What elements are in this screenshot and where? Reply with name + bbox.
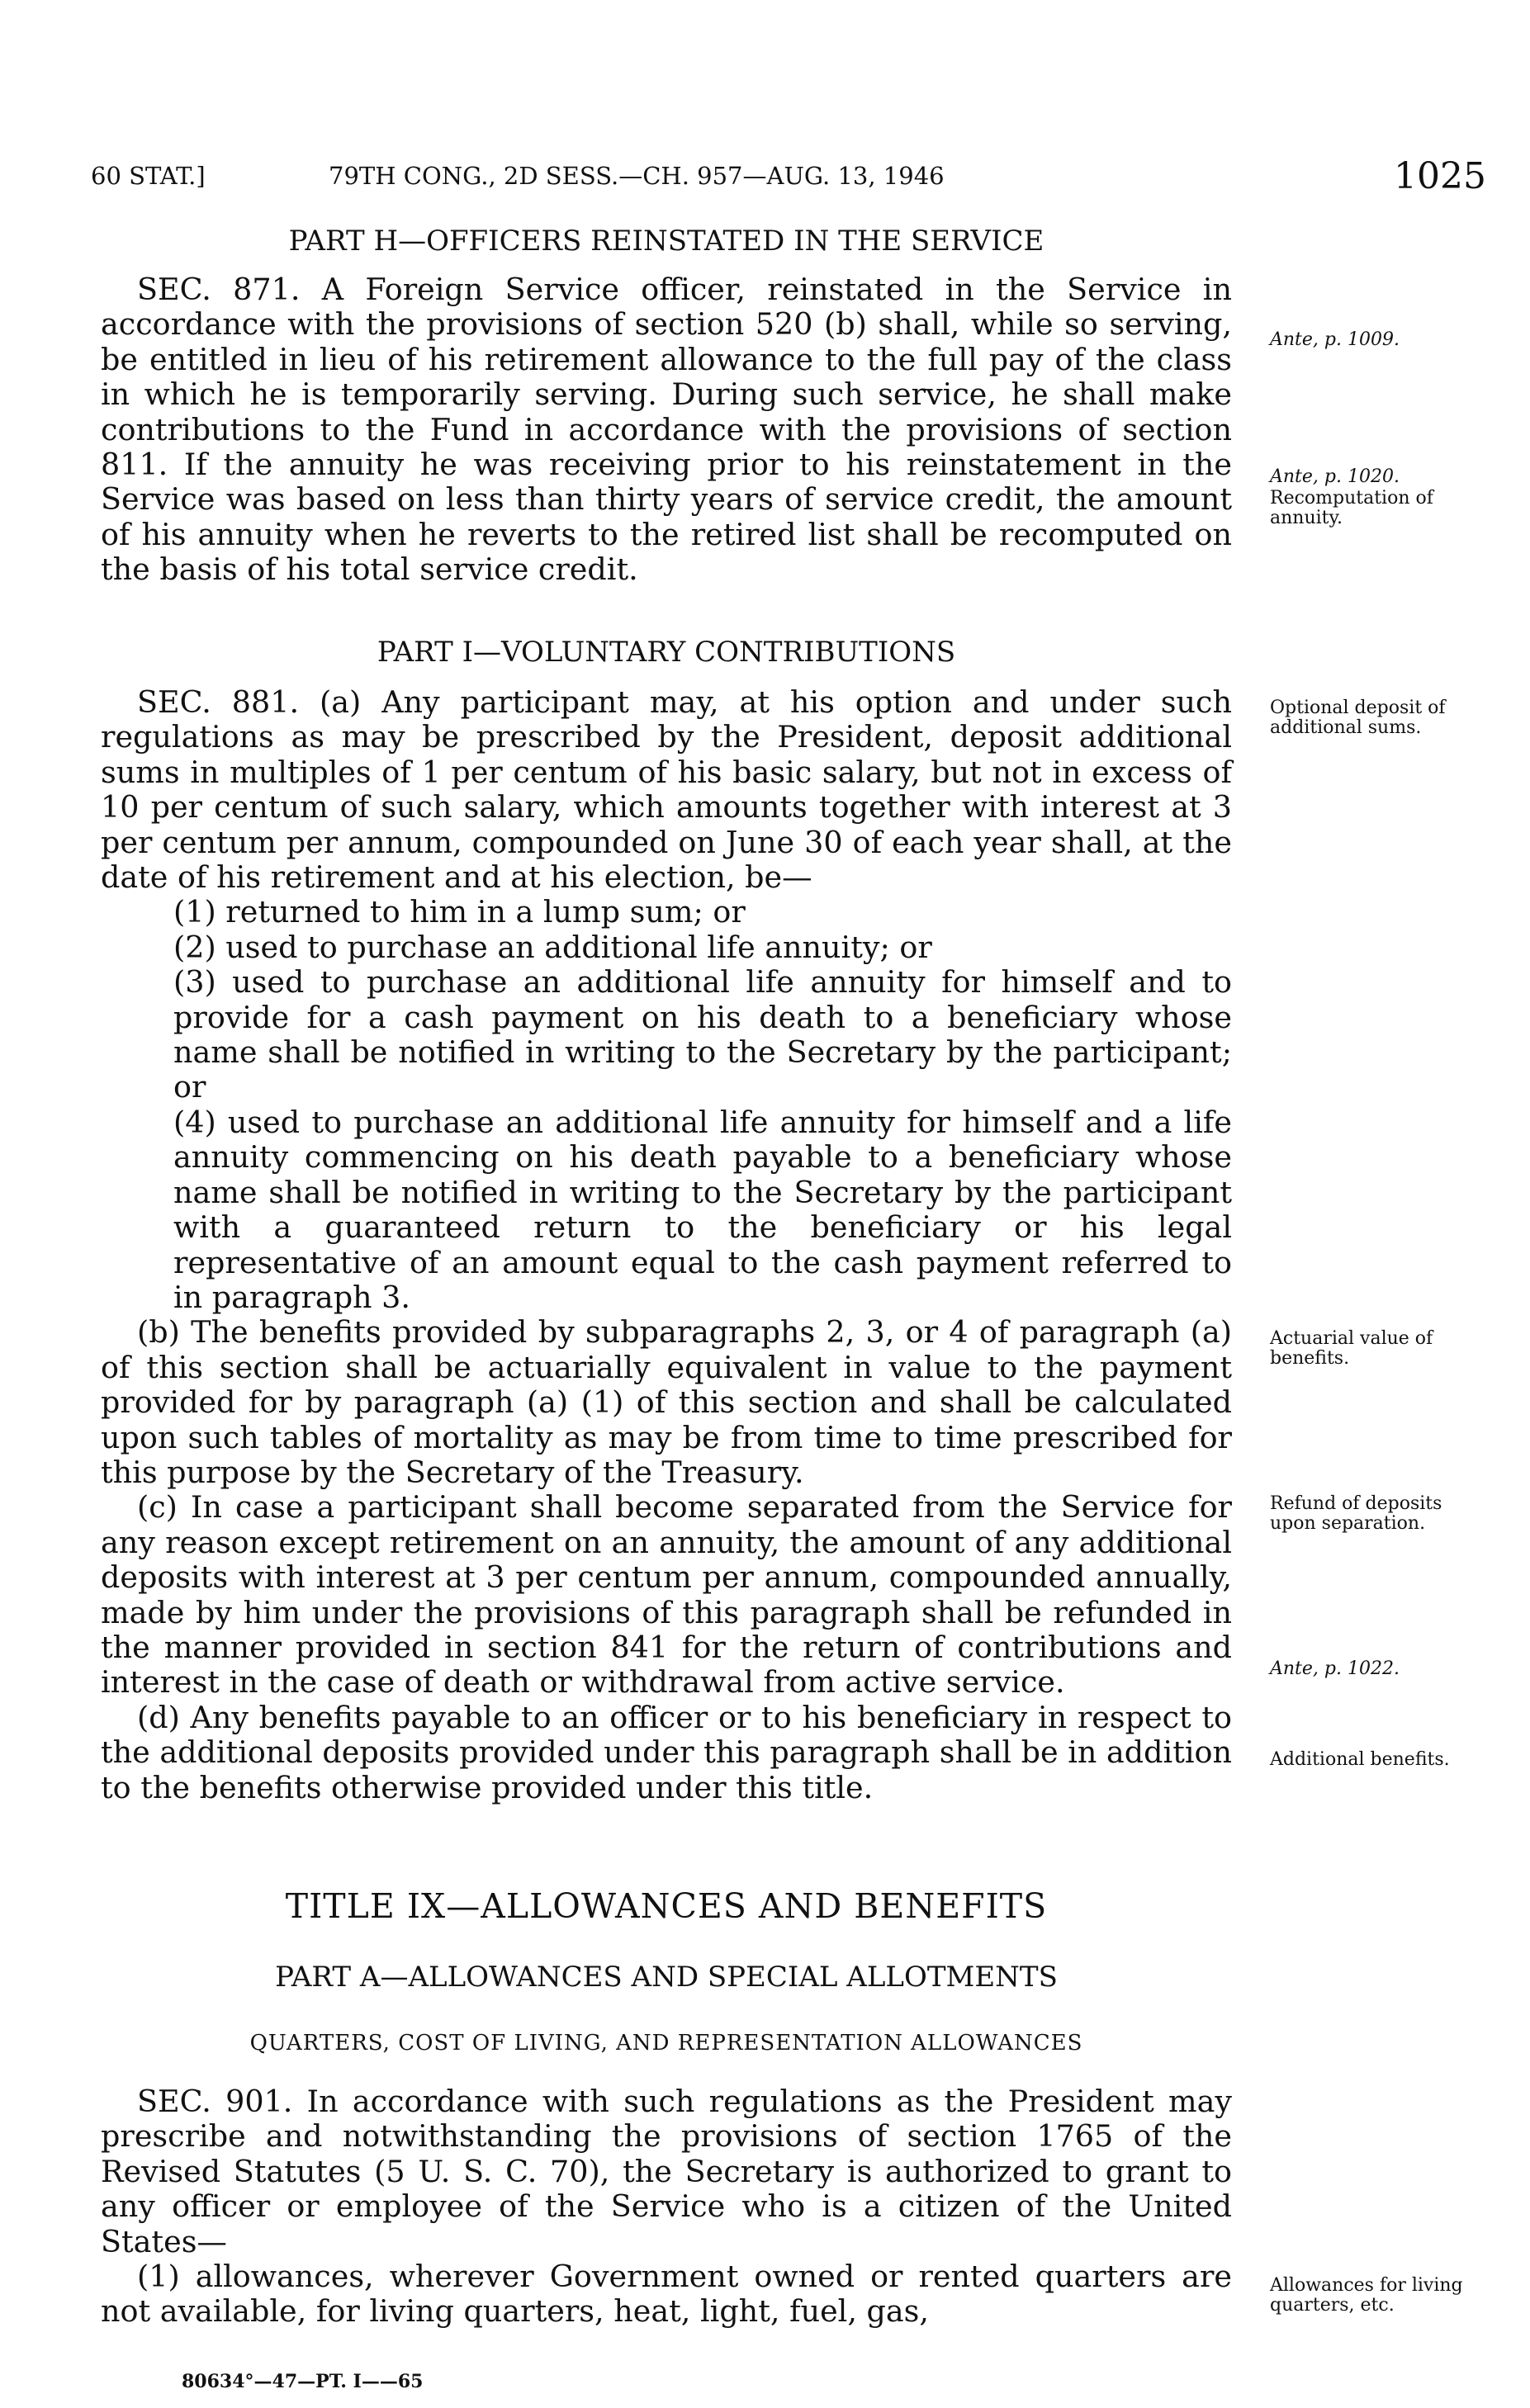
margin-note-ante-1020: Ante, p. 1020.: [1270, 466, 1400, 487]
section-901: [101, 2084, 1232, 2330]
margin-note-optional-deposit: Optional deposit of additional sums.: [1270, 698, 1446, 738]
header-session: 79TH CONG., 2D SESS.—CH. 957—AUG. 13, 1946: [329, 162, 945, 190]
title-ix-heading: TITLE IX—ALLOWANCES AND BENEFITS: [285, 1886, 1048, 1926]
part-i-heading: PART I—VOLUNTARY CONTRIBUTIONS: [377, 636, 956, 669]
sec-881-b: (b) The benefits provided by subparagraphs 2, 3, or 4 of paragraph (a) of this section shall be actuarially equivalent in value to the payment provided for by paragraph (a) (1) of this section and shall be calculated upon such tables of mortality as may be from time to time prescribed for this purpose by the Secretary of the Treasury.: [101, 1314, 1232, 1490]
sec-901-text: SEC. 901. In accordance with such regulations as the President may prescribe and notwithstanding the provisions of section 1765 of the Revised Statutes (5 U. S. C. 70), the Secretary is authorized to grant to any officer or employee of the Service who is a citizen of the United States—: [101, 2084, 1232, 2259]
part-h-heading: PART H—OFFICERS REINSTATED IN THE SERVICE: [288, 225, 1044, 258]
sec-871-text: SEC. 871. A Foreign Service officer, reinstated in the Service in accordance with the provisions of section 520 (b) shall, while so serving, be entitled in lieu of his retirement allowance to the full pay of the class in which he is temporarily serving. During such service, he shall make contributions to the Fund in accordance with the provisions of section 811. If the annuity he was receiving prior to his reinstatement in the Service was based on less than thirty years of service credit, the amount of his annuity when he reverts to the retired list shall be recomputed on the basis of his total service credit.: [101, 272, 1232, 588]
margin-note-recomputation: Recomputation of annuity.: [1270, 488, 1433, 528]
header-stat: 60 STAT.]: [91, 162, 206, 190]
margin-note-ante-1022: Ante, p. 1022.: [1270, 1658, 1400, 1679]
sec-901-item-1: (1) allowances, wherever Government owned or rented quarters are not available, for living quarters, heat, light, fuel, gas,: [101, 2259, 1232, 2330]
sec-881-item-4: (4) used to purchase an additional life annuity for himself and a life annuity commencing on his death payable to a beneficiary whose name shall be notified in writing to the Secretary by the participant with a guaranteed return to the beneficiary or his legal representative of an amount equal to the cash payment referred to in paragraph 3.: [173, 1104, 1232, 1315]
sec-881-d: (d) Any benefits payable to an officer or to his beneficiary in respect to the additional deposits provided under this paragraph shall be in addition to the benefits otherwise provided under this title.: [101, 1699, 1233, 1805]
margin-note-refund: Refund of deposits upon separation.: [1270, 1493, 1442, 1534]
quarters-subheading: QUARTERS, COST OF LIVING, AND REPRESENTATION ALLOWANCES: [249, 2031, 1083, 2056]
margin-note-actuarial: Actuarial value of benefits.: [1270, 1328, 1433, 1369]
margin-note-ante-1009: Ante, p. 1009.: [1270, 329, 1400, 350]
sec-881-item-3: (3) used to purchase an additional life annuity for himself and to provide for a cash payment on his death to a beneficiary whose name shall be notified in writing to the Secretary by the participant; or: [173, 964, 1232, 1105]
part-a-heading: PART A—ALLOWANCES AND SPECIAL ALLOTMENTS: [275, 1961, 1058, 1994]
section-881: [101, 685, 1232, 1805]
sec-881-item-1: (1) returned to him in a lump sum; or: [173, 894, 746, 930]
sec-881-c: (c) In case a participant shall become separated from the Service for any reason except retirement on an annuity, the amount of any additional deposits with interest at 3 per centum per annum, compounded annually, made by him under the provisions of this paragraph shall be refunded in the manner provided in section 841 for the return of contributions and interest in the case of death or withdrawal from active service.: [101, 1489, 1232, 1701]
sec-881-item-2: (2) used to purchase an additional life annuity; or: [173, 929, 932, 965]
margin-note-additional-benefits: Additional benefits.: [1270, 1749, 1450, 1770]
printer-code: 80634°—47—PT. I——65: [182, 2371, 424, 2392]
page-number: 1025: [1394, 155, 1486, 197]
sec-881-a: SEC. 881. (a) Any participant may, at his option and under such regulations as may be prescribed by the President, deposit additional sums in multiples of 1 per centum of his basic salary, but not in excess of 10 per centum of such salary, which amounts together with interest at 3 per centum per annum, compounded on June 30 of each year shall, at the date of his retirement and at his election, be—: [101, 684, 1232, 896]
section-871: [101, 272, 1232, 588]
margin-note-allowances: Allowances for living quarters, etc.: [1270, 2275, 1463, 2316]
